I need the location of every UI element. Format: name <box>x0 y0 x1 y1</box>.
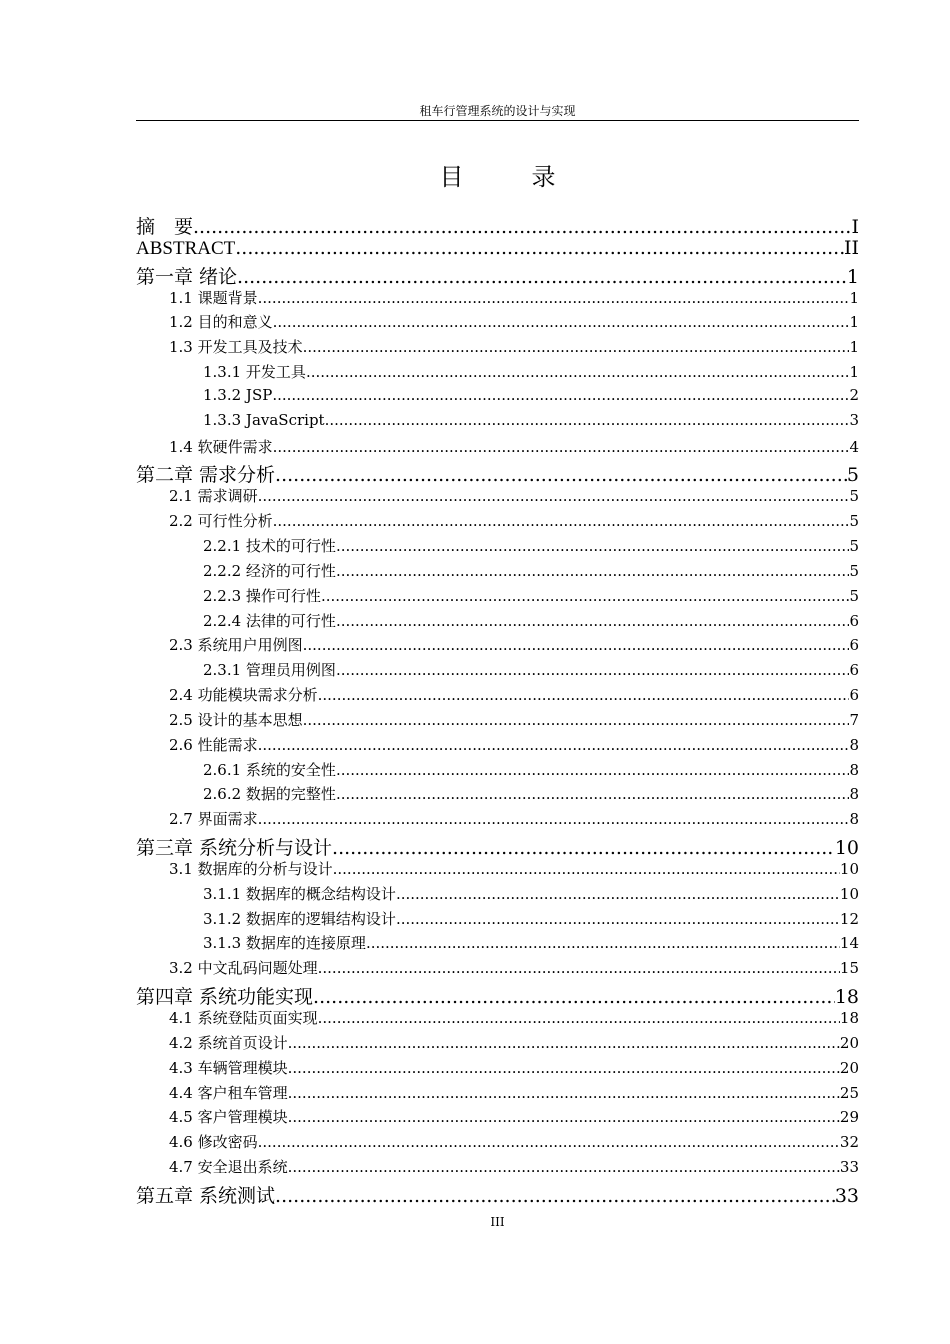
toc-entry-page: 1 <box>849 363 859 382</box>
toc-entry-label: 第五章 系统测试 <box>136 1184 276 1206</box>
toc-entry-label: 2.3 系统用户用例图 <box>169 636 303 655</box>
toc-entry-page: 4 <box>849 437 859 456</box>
toc-entry[interactable] <box>136 287 859 312</box>
toc-entry-page: 6 <box>849 661 859 680</box>
toc-entry-page: 5 <box>849 586 859 605</box>
toc-entry[interactable] <box>136 634 859 659</box>
toc-entry-label: 4.3 车辆管理模块 <box>169 1058 288 1077</box>
toc-entry-label: 2.3.1 管理员用例图 <box>203 661 336 680</box>
dot-leader <box>332 837 835 858</box>
toc-entry[interactable] <box>136 237 859 262</box>
toc-entry-page: 20 <box>839 1058 859 1077</box>
toc-entry-page: I <box>851 216 859 237</box>
dot-leader <box>318 959 840 977</box>
toc-entry-page: 6 <box>849 636 859 655</box>
toc-entry-label: 2.6.1 系统的安全性 <box>203 760 336 779</box>
dot-leader <box>303 636 850 654</box>
toc-entry-label: 2.7 界面需求 <box>169 810 258 829</box>
dot-leader <box>258 1133 840 1151</box>
dot-leader <box>333 860 840 878</box>
toc-entry[interactable] <box>136 510 859 535</box>
toc-entry-label: 4.4 客户租车管理 <box>169 1083 288 1102</box>
toc-entry-page: 18 <box>839 1009 859 1027</box>
dot-leader <box>336 612 850 630</box>
toc-entry-label: 2.6.2 数据的完整性 <box>203 785 336 804</box>
toc-entry-page: II <box>843 236 859 259</box>
table-of-contents <box>136 212 859 1206</box>
toc-entry-page: 12 <box>839 909 859 928</box>
toc-entry[interactable] <box>136 783 859 808</box>
toc-entry[interactable] <box>136 1156 859 1181</box>
toc-entry[interactable] <box>136 833 859 858</box>
toc-entry-label: 第三章 系统分析与设计 <box>136 837 333 858</box>
toc-entry-page: 25 <box>839 1083 859 1102</box>
toc-entry-page: 8 <box>849 810 859 829</box>
toc-entry-page: 1 <box>849 313 859 332</box>
toc-entry-page: 1 <box>849 288 859 307</box>
toc-entry[interactable] <box>136 1131 859 1156</box>
toc-entry-page: 8 <box>849 785 859 804</box>
toc-entry-page: 20 <box>839 1033 859 1052</box>
toc-entry-page: 14 <box>839 934 859 953</box>
toc-entry[interactable] <box>136 262 859 287</box>
toc-entry-label: 3.1 数据库的分析与设计 <box>169 859 333 878</box>
toc-entry[interactable] <box>136 560 859 585</box>
toc-entry-label: 1.4 软硬件需求 <box>169 437 273 456</box>
dot-leader <box>273 438 850 456</box>
toc-entry-label: 1.3.1 开发工具 <box>203 363 306 382</box>
running-header: 租车行管理系统的设计与实现 <box>419 104 576 118</box>
dot-leader <box>336 785 850 803</box>
toc-entry[interactable] <box>136 709 859 734</box>
dot-leader <box>396 910 840 928</box>
toc-entry-label: 第二章 需求分析 <box>136 464 276 486</box>
dot-leader <box>288 1059 840 1077</box>
toc-entry-page: 33 <box>834 1184 859 1206</box>
toc-entry-page: 5 <box>849 561 859 580</box>
toc-entry-page: 10 <box>839 859 859 878</box>
toc-entry[interactable] <box>136 982 859 1007</box>
toc-entry[interactable] <box>136 957 859 982</box>
toc-entry-label: 2.2.2 经济的可行性 <box>203 561 336 580</box>
toc-entry-page: 5 <box>849 536 859 555</box>
toc-entry-label: 1.3.3 JavaScript <box>203 410 325 429</box>
toc-entry-page: 1 <box>849 338 859 357</box>
toc-entry-label: 2.2.3 操作可行性 <box>203 586 321 605</box>
toc-entry-label: 第四章 系统功能实现 <box>136 986 314 1007</box>
toc-entry[interactable] <box>136 460 859 485</box>
toc-entry[interactable] <box>136 1007 859 1032</box>
toc-entry-page: 33 <box>839 1158 859 1177</box>
toc-entry[interactable] <box>136 212 859 237</box>
toc-entry-page: 5 <box>849 487 859 506</box>
dot-leader <box>288 1034 840 1052</box>
toc-entry[interactable] <box>136 535 859 560</box>
dot-leader <box>336 562 850 580</box>
toc-entry-label: 1.2 目的和意义 <box>169 313 273 332</box>
toc-entry-label: 摘 要 <box>136 217 194 237</box>
dot-leader <box>258 736 850 754</box>
dot-leader <box>258 289 850 307</box>
toc-entry[interactable] <box>136 684 859 709</box>
toc-entry-page: 6 <box>849 686 859 705</box>
toc-entry[interactable] <box>136 610 859 635</box>
dot-leader <box>396 885 840 903</box>
toc-entry[interactable] <box>136 932 859 957</box>
toc-entry-label: 4.6 修改密码 <box>169 1133 258 1152</box>
dot-leader <box>336 537 850 555</box>
toc-entry-page: 2 <box>849 385 859 404</box>
toc-entry[interactable] <box>136 883 859 908</box>
toc-entry-page: 15 <box>839 959 859 978</box>
toc-entry[interactable] <box>136 1057 859 1082</box>
toc-entry[interactable] <box>136 1032 859 1057</box>
toc-entry-page: 6 <box>849 611 859 630</box>
toc-entry[interactable] <box>136 336 859 361</box>
toc-entry[interactable] <box>136 1181 859 1206</box>
toc-entry-label: 2.2.1 技术的可行性 <box>203 536 336 555</box>
dot-leader <box>273 512 850 530</box>
dot-leader <box>321 587 850 605</box>
dot-leader <box>306 363 850 381</box>
dot-leader <box>272 386 849 404</box>
toc-entry-page: 8 <box>849 760 859 779</box>
dot-leader <box>275 1185 835 1206</box>
toc-entry-page: 29 <box>839 1108 859 1127</box>
dot-leader <box>258 810 850 828</box>
toc-entry[interactable] <box>136 361 859 386</box>
toc-title: 目 录 <box>439 163 578 191</box>
toc-entry[interactable] <box>136 759 859 784</box>
toc-entry-page: 18 <box>834 986 859 1007</box>
dot-leader <box>273 313 850 331</box>
toc-entry-page: 1 <box>846 265 859 287</box>
toc-entry-label: 1.1 课题背景 <box>169 288 258 307</box>
toc-entry-label: 2.1 需求调研 <box>169 487 258 506</box>
dot-leader <box>366 934 840 952</box>
toc-entry-label: 1.3.2 JSP <box>203 385 273 404</box>
toc-entry[interactable] <box>136 311 859 336</box>
toc-entry-label: 4.2 系统首页设计 <box>169 1033 288 1052</box>
toc-entry-label: 3.1.2 数据库的逻辑结构设计 <box>203 909 396 928</box>
toc-entry-page: 10 <box>839 884 859 903</box>
toc-entry-label: 1.3 开发工具及技术 <box>169 338 303 357</box>
toc-entry-label: 2.2.4 法律的可行性 <box>203 611 336 630</box>
dot-leader <box>258 487 850 505</box>
toc-entry-page: 7 <box>849 710 859 729</box>
dot-leader <box>313 986 835 1007</box>
toc-entry-label: 3.1.1 数据库的概念结构设计 <box>203 884 396 903</box>
toc-entry[interactable] <box>136 436 859 461</box>
toc-entry-page: 5 <box>849 512 859 531</box>
dot-leader <box>325 411 850 429</box>
toc-entry-label: 2.4 功能模块需求分析 <box>169 686 318 705</box>
toc-entry[interactable] <box>136 485 859 510</box>
toc-entry-page: 8 <box>849 735 859 754</box>
dot-leader <box>336 761 850 779</box>
header-rule <box>136 120 859 121</box>
toc-entry-label: 第一章 绪论 <box>136 265 238 287</box>
toc-entry[interactable] <box>136 858 859 883</box>
toc-entry-label: 2.5 设计的基本思想 <box>169 710 303 729</box>
dot-leader <box>336 661 850 679</box>
toc-entry[interactable] <box>136 908 859 933</box>
dot-leader <box>193 216 851 237</box>
toc-entry[interactable] <box>136 734 859 759</box>
dot-leader <box>288 1108 840 1126</box>
toc-entry-label: 2.6 性能需求 <box>169 735 258 754</box>
dot-leader <box>275 464 847 485</box>
page-number: III <box>490 1215 505 1229</box>
dot-leader <box>303 711 850 729</box>
toc-entry-page: 5 <box>846 464 859 486</box>
dot-leader <box>318 686 850 704</box>
toc-entry[interactable] <box>136 411 859 436</box>
dot-leader <box>303 338 850 356</box>
toc-entry-page: 10 <box>834 837 859 858</box>
toc-entry-label: ABSTRACT <box>136 237 236 259</box>
dot-leader <box>318 1009 840 1027</box>
toc-entry-label: 4.7 安全退出系统 <box>169 1158 288 1177</box>
dot-leader <box>237 266 847 287</box>
toc-entry-label: 3.1.3 数据库的连接原理 <box>203 934 366 953</box>
toc-entry[interactable] <box>136 659 859 684</box>
toc-entry-label: 4.1 系统登陆页面实现 <box>169 1009 318 1027</box>
toc-entry[interactable] <box>136 1082 859 1107</box>
toc-entry-label: 2.2 可行性分析 <box>169 512 273 531</box>
toc-entry[interactable] <box>136 808 859 833</box>
dot-leader <box>235 237 844 259</box>
toc-entry-page: 32 <box>839 1133 859 1152</box>
toc-entry[interactable] <box>136 1106 859 1131</box>
toc-entry-label: 4.5 客户管理模块 <box>169 1108 288 1127</box>
dot-leader <box>288 1084 840 1102</box>
dot-leader <box>288 1158 840 1176</box>
toc-entry-page: 3 <box>849 410 859 429</box>
toc-entry-label: 3.2 中文乱码问题处理 <box>169 959 318 978</box>
toc-entry[interactable] <box>136 386 859 411</box>
toc-entry[interactable] <box>136 585 859 610</box>
